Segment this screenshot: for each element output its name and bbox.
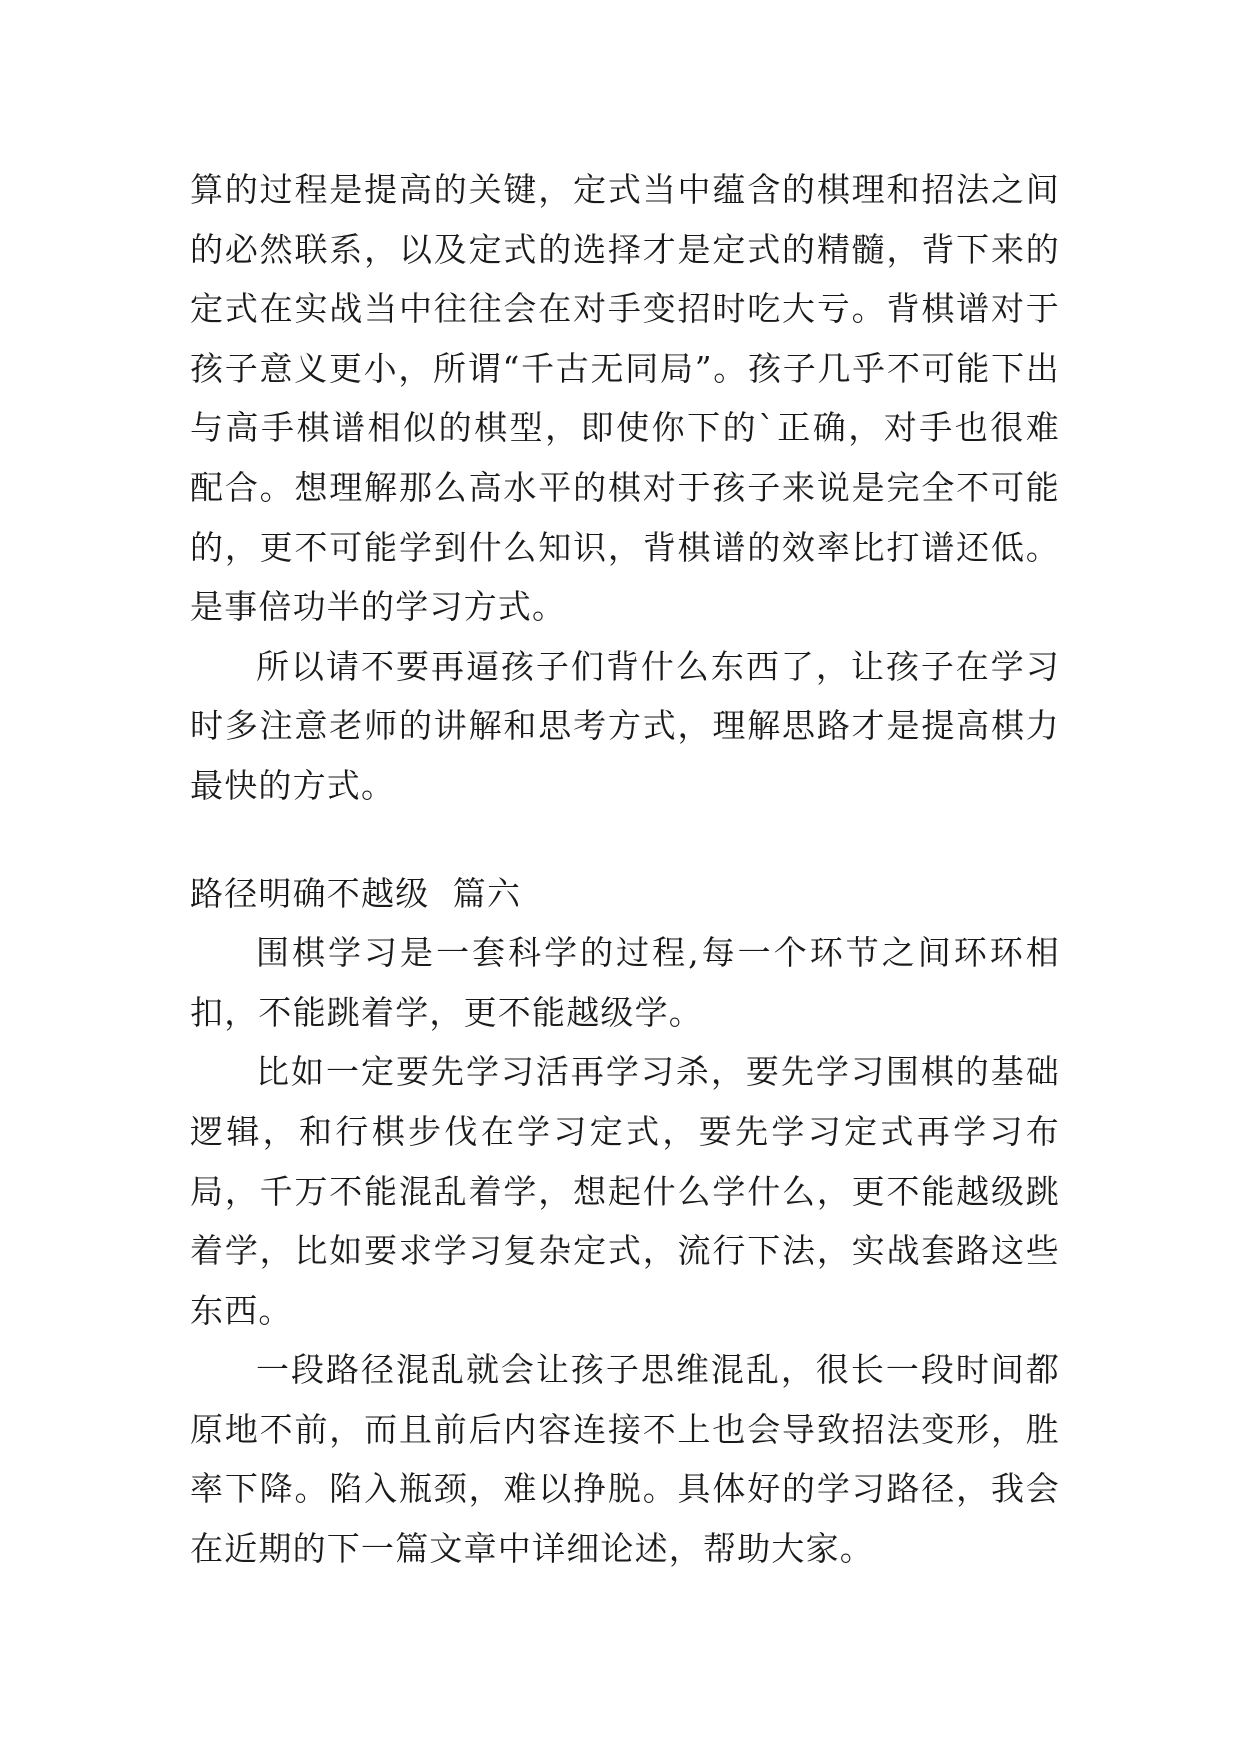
- paragraph-chess-memorization: 算的过程是提高的关键，定式当中蕴含的棋理和招法之间的必然联系，以及定式的选择才是定式的精髓，背下来的定式在实战当中往往会在对手变招时吃大亏。背棋谱对于孩子意义更小，所谓“千古无同局”。孩子几乎不可能下出与高手棋谱相似的棋型，即使你下的`正确，对手也很难配合。想理解那么高水平的棋对于孩子来说是完全不可能的，更不可能学到什么知识，背棋谱的效率比打谱还低。是事倍功半的学习方式。: [190, 170, 1060, 627]
- paragraph-stop-memorizing: 所以请不要再逼孩子们背什么东西了，让孩子在学习时多注意老师的讲解和思考方式，理解思路才是提高棋力最快的方式。: [190, 646, 1060, 805]
- paragraph-scientific-process: 围棋学习是一套科学的过程,每一个环节之间环环相扣，不能跳着学，更不能越级学。: [190, 933, 1060, 1032]
- paragraph-learning-order: 比如一定要先学习活再学习杀，要先学习围棋的基础逻辑，和行棋步伐在学习定式，要先学习定式再学习布局，千万不能混乱着学，想起什么学什么，更不能越级跳着学，比如要求学习复杂定式，流行下法，实战套路这些东西。: [190, 1052, 1060, 1330]
- document-body: [190, 160, 1060, 1579]
- section-heading: 路径明确不越级 篇六: [190, 873, 522, 913]
- paragraph-confused-path: 一段路径混乱就会让孩子思维混乱，很长一段时间都原地不前，而且前后内容连接不上也会导致招法变形，胜率下降。陷入瓶颈，难以挣脱。具体好的学习路径，我会在近期的下一篇文章中详细论述，帮助大家。: [190, 1350, 1060, 1569]
